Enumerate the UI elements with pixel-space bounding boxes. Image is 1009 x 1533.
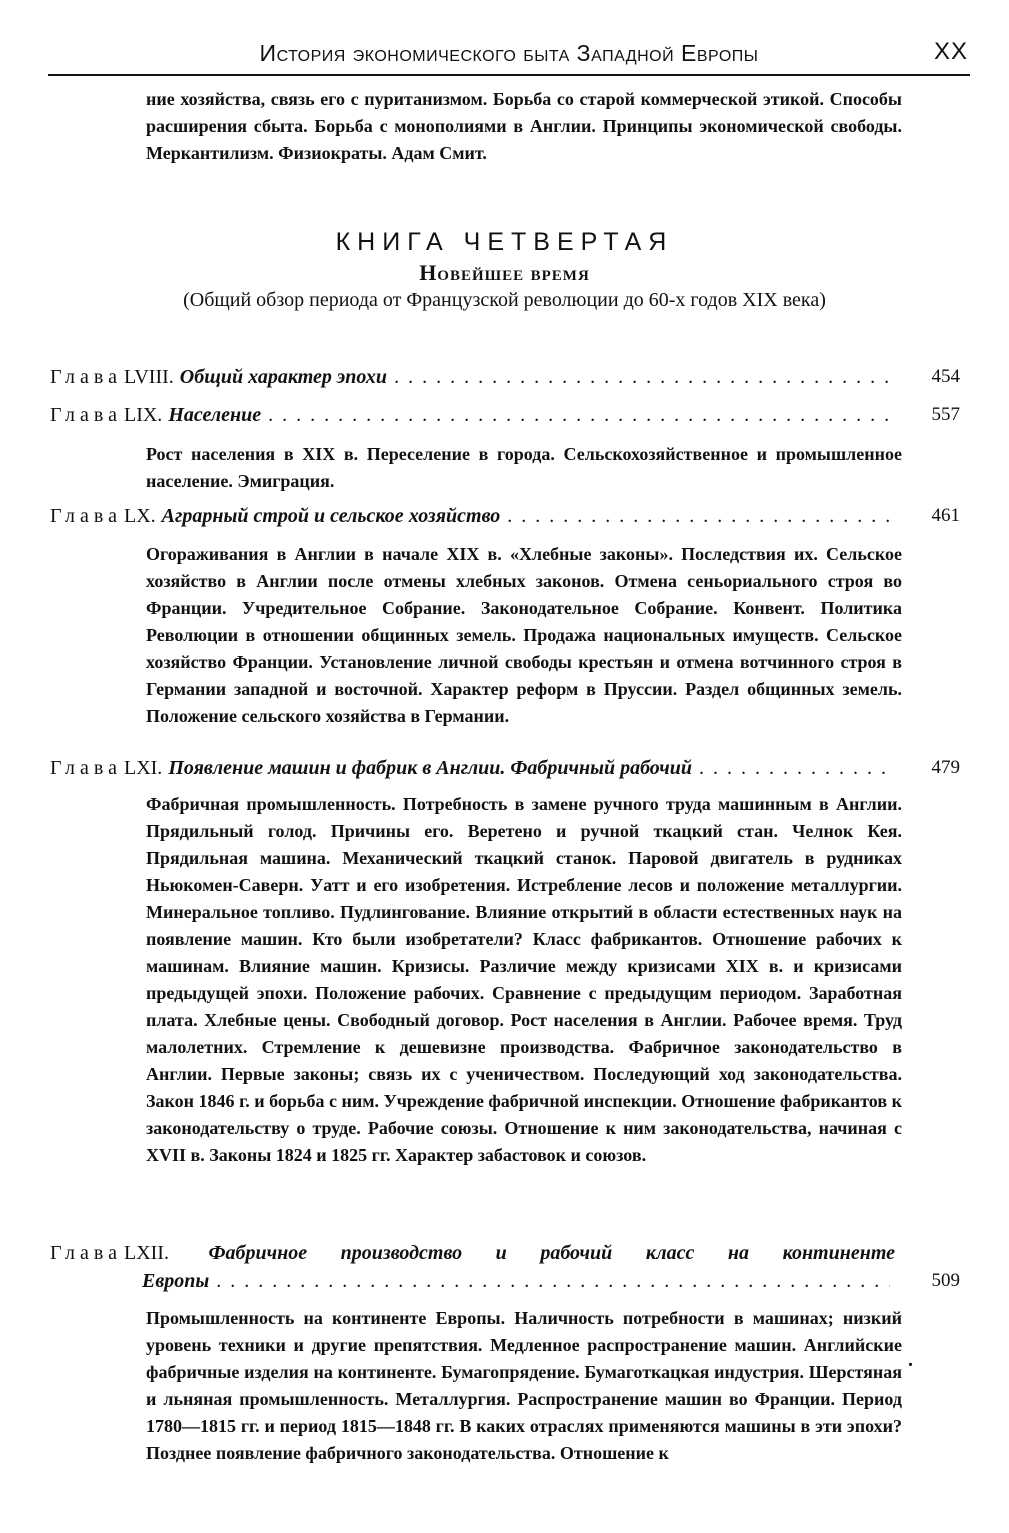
chapter-title-line2: Европы . . . [142,1270,890,1293]
chapter-number: LIX. [123,404,163,426]
toc-entry-chapter-61[interactable] [50,757,960,785]
chapter-number: LX. [123,505,156,527]
book-subtitle: (Общий обзор периода от Французской революции до 60-х годов XIX века) [183,289,826,311]
chapter-label: Глава [50,404,122,426]
chapter-label: Глава [50,757,122,779]
chapter-summary: Рост населения в XIX в. Переселение в города. Сельскохозяйственное и промышленное население. Эмиграция. [146,444,902,491]
chapter-title: Население [168,404,262,426]
chapter-page: 454 [931,366,960,387]
toc-entry-chapter-60[interactable] [50,505,960,533]
page-number: XX [933,38,968,65]
running-header [48,34,970,76]
chapter-page: 509 [931,1270,960,1291]
chapter-title: Аграрный строй и сельское хозяйство [161,505,501,527]
chapter-page: 557 [931,404,960,425]
chapter-page: 479 [931,757,960,778]
chapter-title: Появление машин и фабрик в Англии. Фабричный рабочий [168,757,693,779]
book-title: КНИГА ЧЕТВЕРТАЯ [335,228,674,256]
toc-entry-chapter-58[interactable] [50,366,960,394]
chapter-title: Общий характер эпохи [179,366,388,388]
chapter-number: LXII. [123,1242,169,1264]
header-title: История экономического быта Западной Европы [259,40,759,66]
chapter-summary: Огораживания в Англии в начале XIX в. «Хлебные законы». Последствия их. Сельское хозяйство в Англии после отмены хлебных законов. Отмена сеньориального строя во Франции. Учредительное Собрание. Законодательное Собрание. Конвент. Политика Революции в отношении общинных земель. Продажа национальных имуществ. Сельское хозяйство Франции. Установление личной свободы крестьян и отмена вотчинного строя в Германии западной и восточной. Характер реформ в Пруссии. Раздел общинных земель. Положение сельского хозяйства в Германии. [146,544,902,726]
chapter-number: LVIII. [123,366,174,388]
chapter-summary: Фабричная промышленность. Потребность в замене ручного труда машинным в Англии. Прядильный голод. Причины его. Веретено и ручной ткацкий стан. Челнок Кея. Прядильная машина. Механический ткацкий станок. Паровой двигатель в рудниках Ньюкомен-Саверн. Уатт и его изобретения. Истребление лесов и положение металлургии. Минеральное топливо. Пудлингование. Влияние открытий в области естественных наук на появление машин. Кто были изобретатели? Класс фабрикантов. Отношение рабочих к машинам. Влияние машин. Кризисы. Различие между кризисами XIX в. и кризисами предыдущей эпохи. Положение рабочих. Сравнение с предыдущим периодом. Заработная плата. Хлебные цены. Свободный договор. Рост населения в Англии. Рабочее время. Труд малолетних. Стремление к дешевизне производства. Фабричное законодательство в Англии. Первые законы; связь их с ученичеством. Последующий ход законодательства. Закон 1846 г. и борьба с ним. Учреждение фабричной инспекции. Отношение фабрикантов к законодательству о труде. Рабочие союзы. Отношение к ним законодательства, начиная с XVII в. Законы 1824 и 1825 гг. Характер забастовок и союзов. [146,794,902,1165]
section-title: Новейшее время [419,260,590,285]
chapter-title-line1: Фабричное производство и рабочий класс на континенте [208,1242,895,1264]
toc-entry-chapter-62[interactable] [50,1242,960,1298]
toc-entry-chapter-59[interactable] [50,404,960,432]
margin-mark: . [908,1349,913,1371]
chapter-label: Глава [50,505,122,527]
chapter-label: Глава [50,366,122,388]
chapter-label: Глава [50,1242,122,1264]
chapter-page: 461 [931,505,960,526]
chapter-summary: Промышленность на континенте Европы. Наличность потребности в машинах; низкий уровень техники и другие препятствия. Медленное распространение машин. Английские фабричные изделия на континенте. Бумагопрядение. Бумаготкацкая индустрия. Шерстяная и льняная промышленность. Металлургия. Распространение машин во Франции. Период 1780—1815 гг. и период 1815—1848 гг. В каких отраслях применяются машины в эти эпохи? Позднее появление фабричного законодательства. Отношение к [146,1308,902,1463]
intro-paragraph: ние хозяйства, связь его с пуританизмом. Борьба со старой коммерческой этикой. Способы расширения сбыта. Борьба с монополиями в Англии. Принципы экономической свободы. Меркантилизм. Физиократы. Адам Смит. [146,89,902,163]
chapter-number: LXI. [123,757,163,779]
